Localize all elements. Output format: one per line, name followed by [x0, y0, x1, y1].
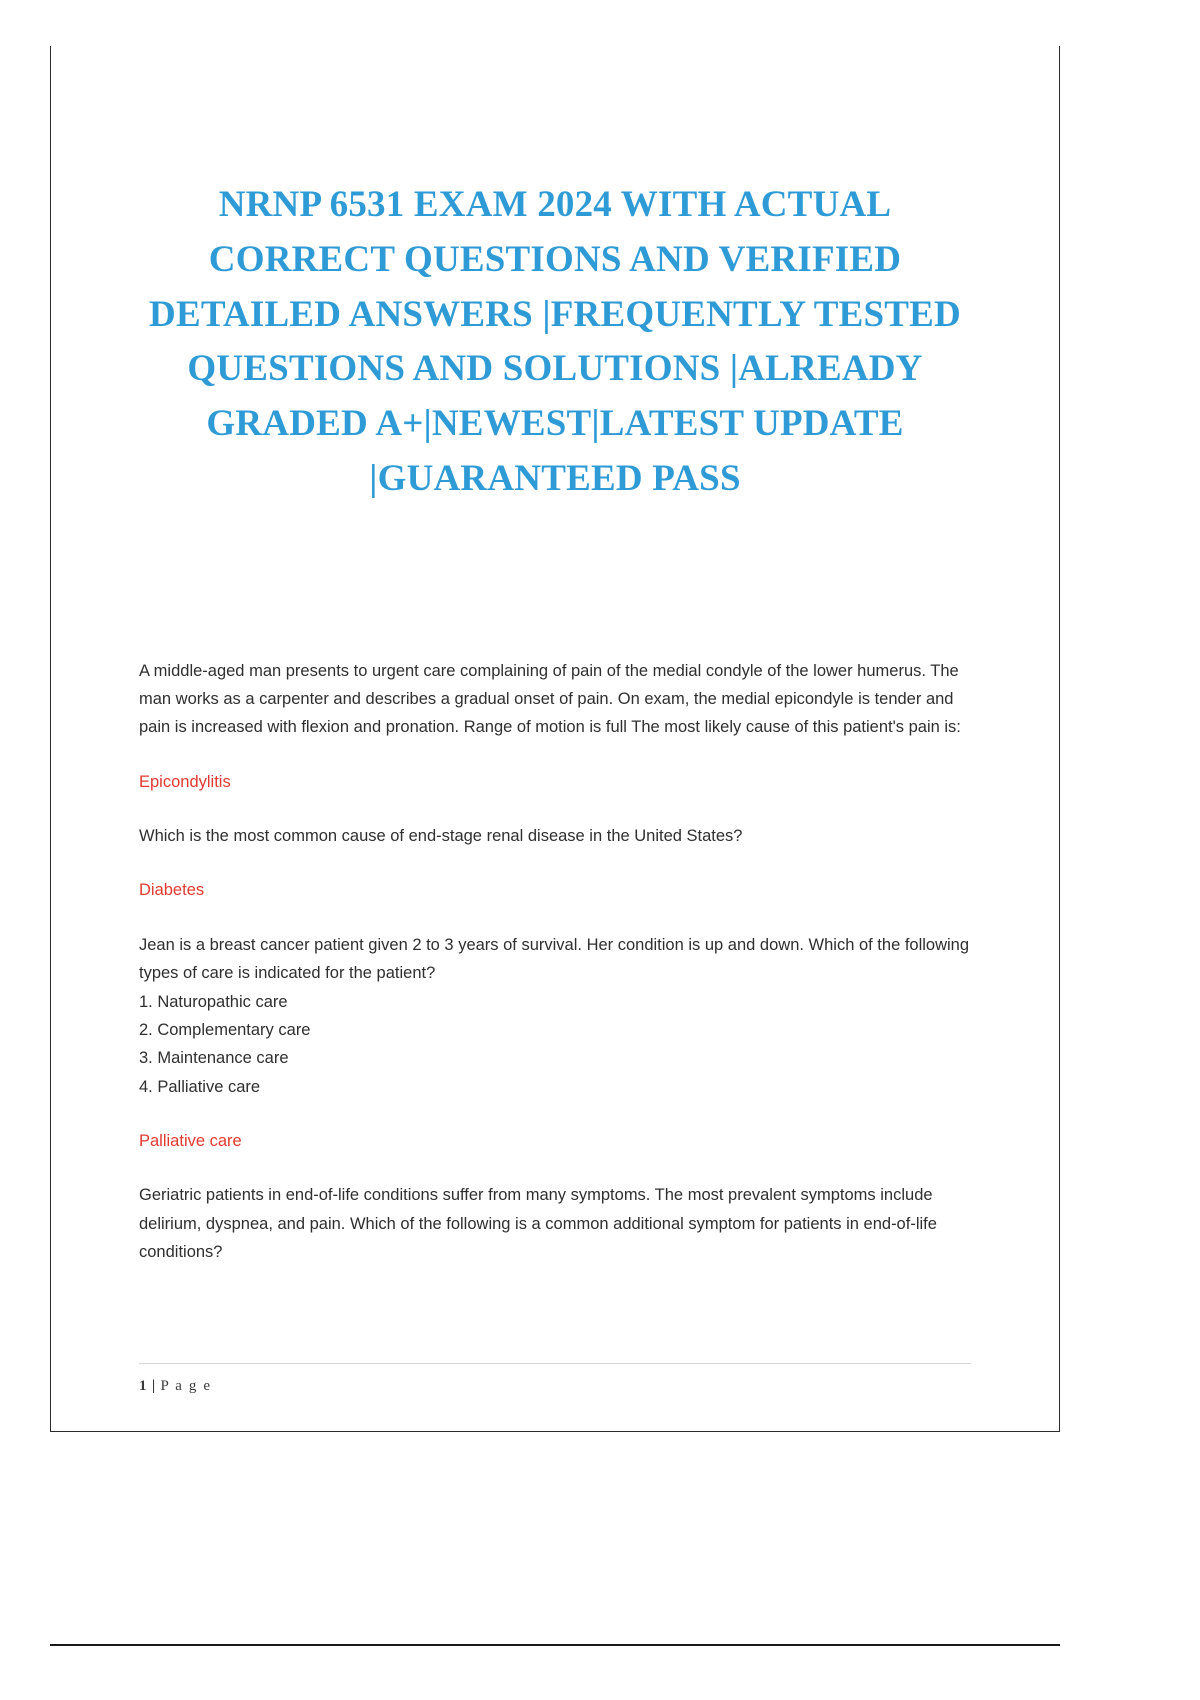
choice-list-3: [139, 988, 971, 1102]
answer-3: Palliative care: [139, 1132, 242, 1150]
page-title: NRNP 6531 EXAM 2024 WITH ACTUAL CORRECT QUESTIONS AND VERIFIED DETAILED ANSWERS |FREQUENTLY TESTED QUESTIONS AND SOLUTIONS |ALREADY GRADED A+|NEWEST|LATEST UPDATE |GUARANTEED PASS: [149, 184, 961, 499]
list-item: 3. Maintenance care: [139, 1049, 289, 1068]
footer-divider: [139, 1363, 971, 1364]
page-footer: [139, 1363, 971, 1395]
question-paragraph-4: Geriatric patients in end-of-life conditions suffer from many symptoms. The most prevalent symptoms include delirium, dyspnea, and pain. Which of the following is a common additional symptom for patients in end-of-life conditions?: [139, 1186, 937, 1262]
list-item: 2. Complementary care: [139, 1020, 311, 1039]
document-page-1: [50, 46, 1060, 1432]
footer-separator: |: [151, 1378, 156, 1394]
page-number-label: [139, 1378, 971, 1395]
question-paragraph-3: Jean is a breast cancer patient given 2 to 3 years of survival. Her condition is up and down. Which of the following types of care is indicated for the patient?: [139, 935, 970, 983]
question-paragraph-1: A middle-aged man presents to urgent care complaining of pain of the medial condyle of the lower humerus. The man works as a carpenter and describes a gradual onset of pain. On exam, the medial epicondyle is tender and pain is increased with flexion and pronation. Range of motion is full The most likely cause of this patient's pain is:: [139, 661, 961, 737]
list-item: 4. Palliative care: [139, 1077, 261, 1096]
bottom-divider-rule: [50, 1644, 1060, 1646]
document-body: [139, 657, 971, 1267]
answer-1: Epicondylitis: [139, 772, 231, 791]
question-paragraph-2: Which is the most common cause of end-stage renal disease in the United States?: [139, 827, 743, 845]
footer-page-number: 1: [139, 1378, 147, 1394]
footer-page-word: P a g e: [160, 1378, 212, 1394]
page-content: [51, 46, 1059, 1267]
list-item: 1. Naturopathic care: [139, 992, 288, 1011]
answer-2: Diabetes: [139, 881, 205, 900]
